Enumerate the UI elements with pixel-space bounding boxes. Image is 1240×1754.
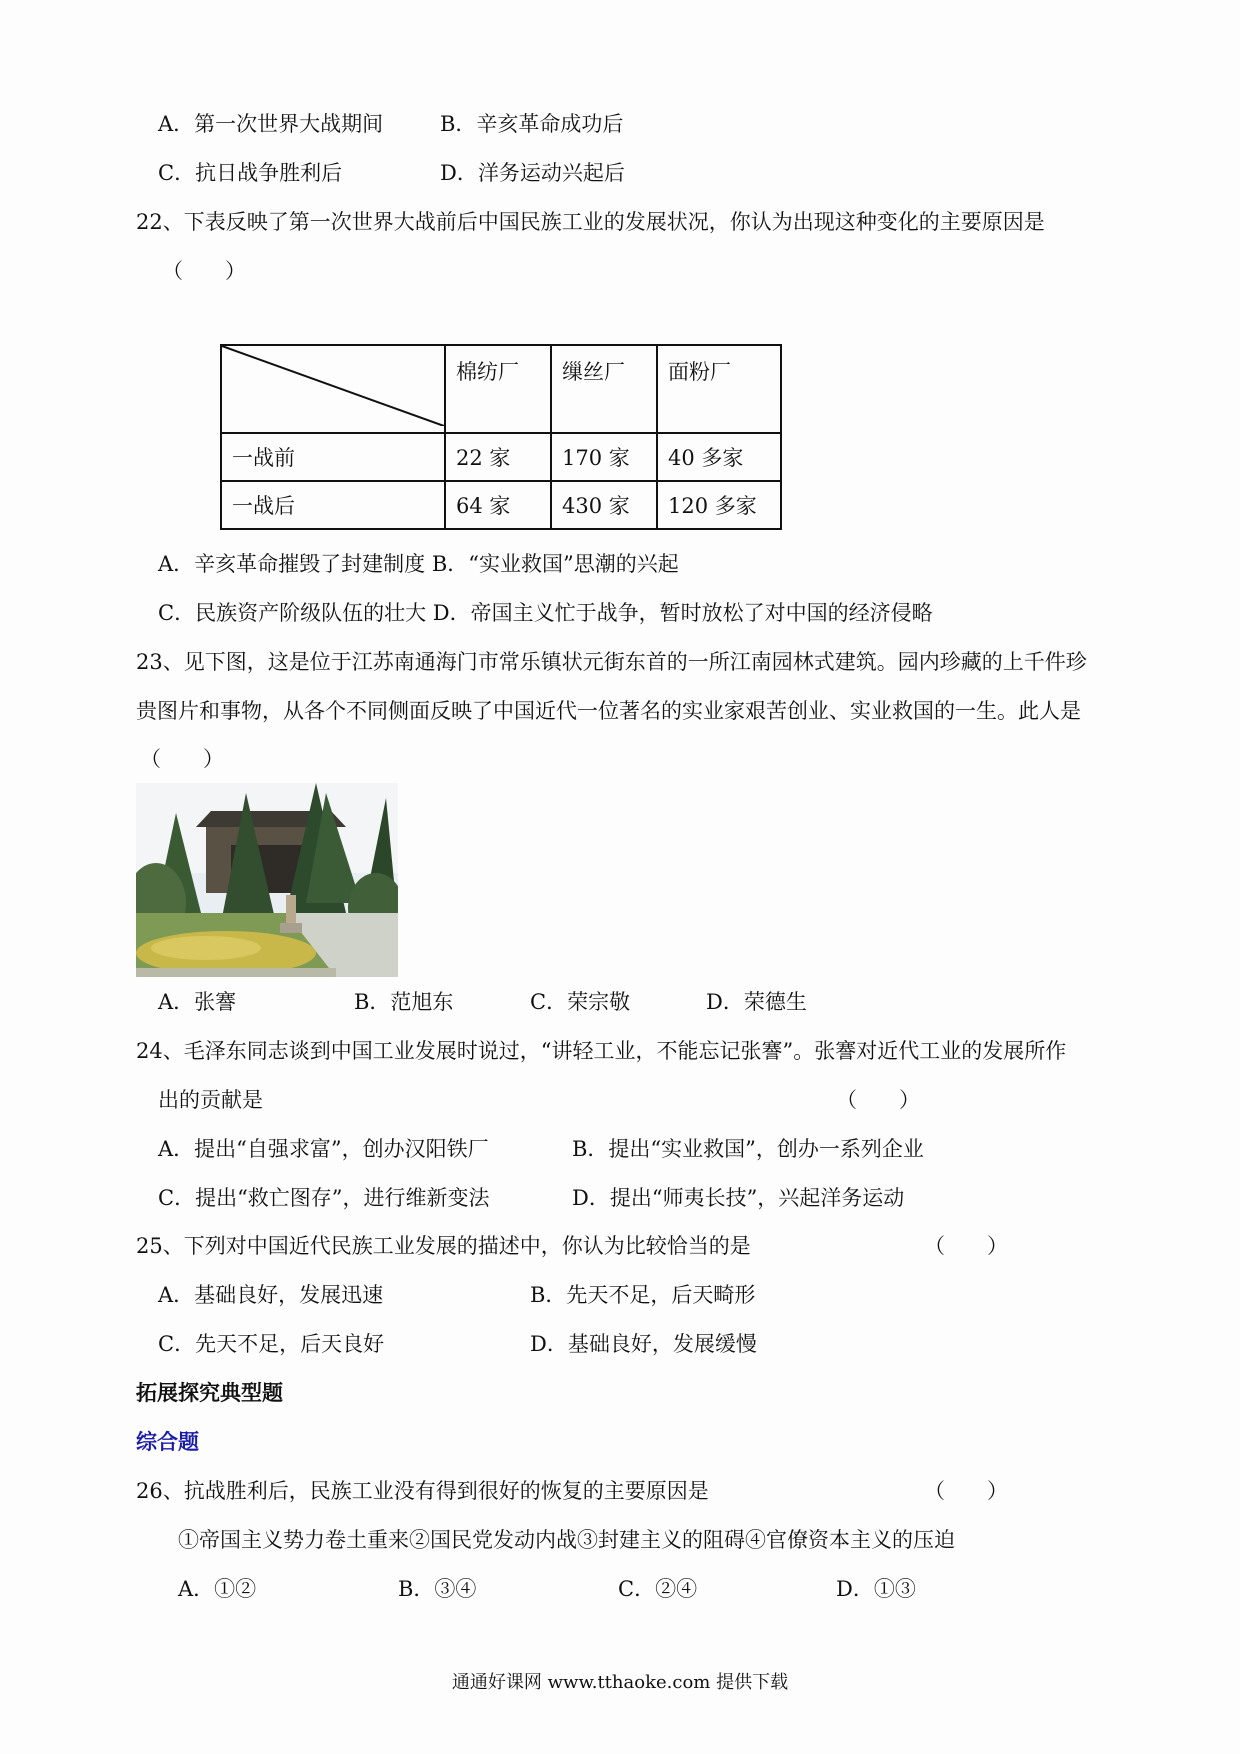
page-footer: 通通好课网 www.tthaoke.com 提供下载 (451, 1672, 789, 1693)
q26-option-b: B．③④ (398, 1577, 477, 1601)
table-cell: 40 多家 (657, 433, 781, 481)
q25-stem: 25、下列对中国近代民族工业发展的描述中，你认为比较恰当的是 (136, 1234, 751, 1258)
q24-option-a: A．提出“自强求富”，创办汉阳铁厂 (158, 1137, 489, 1161)
q21-option-c: C．抗日战争胜利后 (158, 161, 343, 185)
q21-option-a: A．第一次世界大战期间 (158, 112, 384, 136)
subsection-title: 综合题 (136, 1429, 199, 1454)
section-title: 拓展探究典型题 (136, 1380, 283, 1405)
diagonal-line (222, 346, 444, 426)
table-row (221, 433, 781, 481)
q22-options-line-1: A．辛亥革命摧毁了封建制度 B．“实业救国”思潮的兴起 (158, 552, 679, 576)
q21-option-b: B．辛亥革命成功后 (440, 112, 624, 136)
table-cell: 120 多家 (657, 481, 781, 529)
q25-answer-paren: （ ） (924, 1234, 1008, 1258)
q26-option-c: C．②④ (618, 1577, 698, 1601)
q26-answer-paren: （ ） (924, 1479, 1008, 1503)
q26-option-d: D．①③ (836, 1577, 916, 1601)
q24-answer-paren: （ ） (836, 1088, 920, 1112)
q23-option-b: B．范旭东 (354, 990, 454, 1014)
q24-option-c: C．提出“救亡图存”，进行维新变法 (158, 1186, 490, 1210)
q25-option-c: C．先天不足，后天良好 (158, 1332, 385, 1356)
table-row-label: 一战后 (221, 481, 445, 529)
table-cell: 170 家 (551, 433, 657, 481)
q23-stem-line-2: 贵图片和事物，从各个不同侧面反映了中国近代一位著名的实业家艰苦创业、实业救国的一生。此人是 (136, 699, 1081, 723)
q24-option-d: D．提出“师夷长技”，兴起洋务运动 (572, 1186, 905, 1210)
garden-building-photo (136, 783, 398, 977)
table-header-col-2: 缫丝厂 (551, 345, 657, 433)
q23-option-a: A．张謇 (158, 990, 237, 1014)
q23-option-d: D．荣德生 (706, 990, 807, 1014)
table-row (221, 481, 781, 529)
table-diagonal-header-cell (221, 345, 445, 433)
q22-answer-paren: （ ） (162, 259, 246, 283)
table-header-col-1: 棉纺厂 (445, 345, 551, 433)
q22-stem: 22、下表反映了第一次世界大战前后中国民族工业的发展状况，你认为出现这种变化的主要原因是 (136, 210, 1045, 234)
q24-stem-line-2: 出的贡献是 (158, 1088, 263, 1112)
q22-options-line-2: C．民族资产阶级队伍的壮大 D．帝国主义忙于战争，暂时放松了对中国的经济侵略 (158, 601, 933, 625)
table-header-col-3: 面粉厂 (657, 345, 781, 433)
q25-option-a: A．基础良好，发展迅速 (158, 1283, 384, 1307)
q23-option-c: C．荣宗敬 (530, 990, 631, 1014)
q26-option-a: A．①② (178, 1577, 257, 1601)
table-cell: 22 家 (445, 433, 551, 481)
q26-statements: ①帝国主义势力卷土重来②国民党发动内战③封建主义的阻碍④官僚资本主义的压迫 (178, 1528, 955, 1552)
q23-answer-paren: （ ） (140, 747, 224, 771)
q26-stem: 26、抗战胜利后，民族工业没有得到很好的恢复的主要原因是 (136, 1479, 709, 1503)
table-row-label: 一战前 (221, 433, 445, 481)
q24-option-b: B．提出“实业救国”，创办一系列企业 (572, 1137, 924, 1161)
q25-option-b: B．先天不足，后天畸形 (530, 1283, 756, 1307)
q24-stem-line-1: 24、毛泽东同志谈到中国工业发展时说过，“讲轻工业，不能忘记张謇”。张謇对近代工业的发展所作 (136, 1039, 1067, 1063)
q23-stem-line-1: 23、见下图，这是位于江苏南通海门市常乐镇状元街东首的一所江南园林式建筑。园内珍藏的上千件珍 (136, 650, 1087, 674)
q25-option-d: D．基础良好，发展缓慢 (530, 1332, 757, 1356)
garden-photo-image (136, 783, 398, 977)
q21-option-d: D．洋务运动兴起后 (440, 161, 625, 185)
table-cell: 64 家 (445, 481, 551, 529)
table-cell: 430 家 (551, 481, 657, 529)
q22-data-table (220, 344, 782, 530)
